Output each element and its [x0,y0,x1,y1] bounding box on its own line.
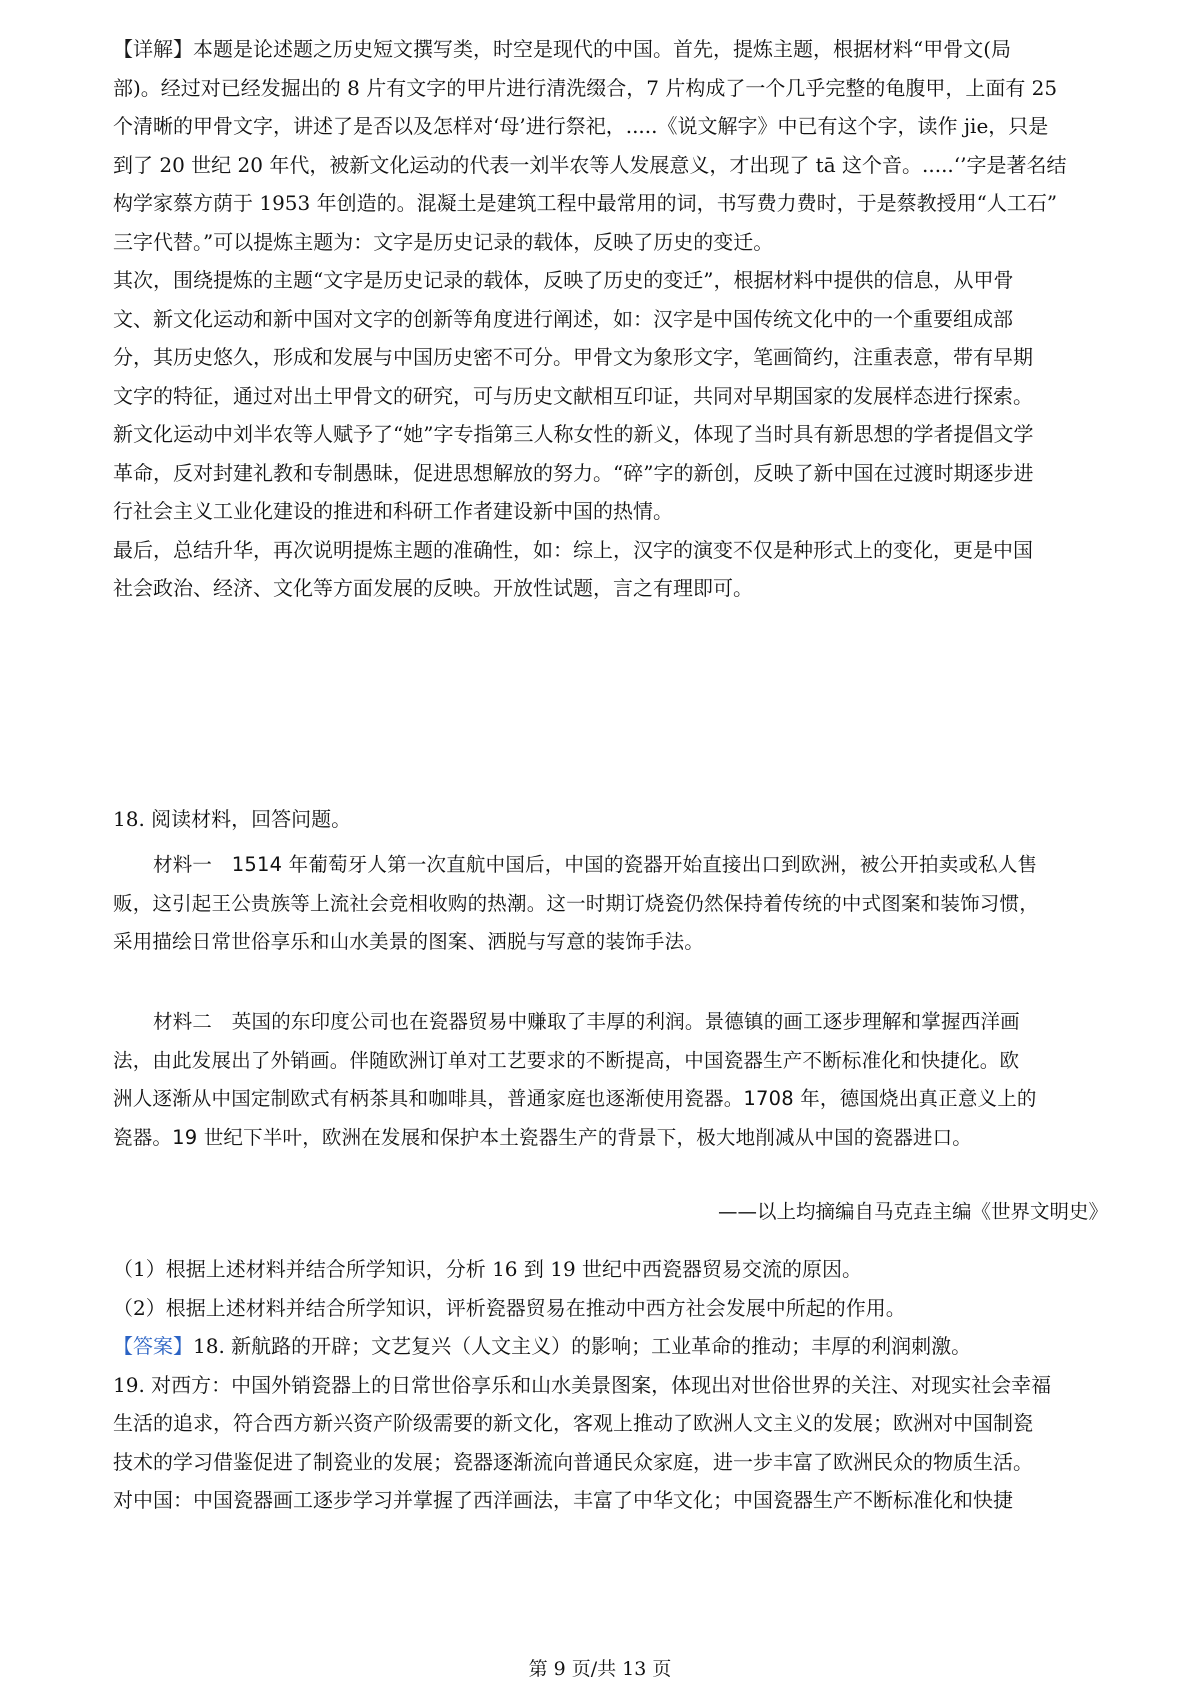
detail-line-2: 部)。经过对已经发掘出的 8 片有文字的甲片进行清洗缀合，7 片构成了一个几乎完整的龟腹甲，上面有 25 [113,75,1058,100]
detail-line-1: 【详解】本题是论述题之历史短文撰写类，时空是现代的中国。首先，提炼主题，根据材料“甲骨文(局 [113,37,1012,61]
material-two-line-2: 法，由此发展出了外销画。伴随欧洲订单对工艺要求的不断提高，中国瓷器生产不断标准化和快捷化。欧 [113,1048,1020,1072]
detail-line-15: 社会政治、经济、文化等方面发展的反映。开放性试题，言之有理即可。 [113,576,753,600]
answer-19-line-4: 对中国：中国瓷器画工逐步学习并掌握了西洋画法，丰富了中华文化；中国瓷器生产不断标准化和快捷 [113,1488,1013,1512]
detail-section [113,30,1088,608]
question-18-subquestions [113,1250,1088,1520]
detail-line-4: 到了 20 世纪 20 年代，被新文化运动的代表一刘半农等人发展意义，才出现了 tā 这个音。.....‘’字是著名结 [113,152,1067,177]
answer-18: 【答案】18. 新航路的开辟；文艺复兴（人文主义）的影响；工业革命的推动；丰厚的利润刺激。 [113,1334,972,1358]
answer-19-line-3: 技术的学习借鉴促进了制瓷业的发展；瓷器逐渐流向普通民众家庭，进一步丰富了欧洲民众的物质生活。 [113,1449,1033,1474]
detail-line-11: 新文化运动中刘半农等人赋予了“她”字专指第三人称女性的新义，体现了当时具有新思想的学者提倡文学 [113,422,1034,446]
answer-19-line-2: 生活的追求，符合西方新兴资产阶级需要的新文化，客观上推动了欧洲人文主义的发展；欧洲对中国制瓷 [113,1411,1033,1435]
detail-line-10: 文字的特征，通过对出土甲骨文的研究，可与历史文献相互印证，共同对早期国家的发展样态进行探索。 [113,383,1033,408]
detail-line-9: 分，其历史悠久，形成和发展与中国历史密不可分。甲骨文为象形文字，笔画简约，注重表意，带有早期 [113,345,1033,369]
detail-line-14: 最后，总结升华，再次说明提炼主题的准确性，如：综上，汉字的演变不仅是种形式上的变化，更是中国 [113,537,1033,562]
detail-line-6: 三字代替。”可以提炼主题为：文字是历史记录的载体，反映了历史的变迁。 [113,229,774,254]
detail-tag: 【详解】 [113,37,193,61]
detail-line-8: 文、新文化运动和新中国对文字的创新等角度进行阐述，如：汉字是中国传统文化中的一个重要组成部 [113,306,1013,331]
detail-line-13: 行社会主义工业化建设的推进和科研工作者建设新中国的热情。 [113,499,673,523]
detail-line-5: 构学家蔡方荫于 1953 年创造的。混凝土是建筑工程中最常用的词，书写费力费时，于是蔡教授用“人工石” [113,191,1058,215]
material-two-line-3: 洲人逐渐从中国定制欧式有柄茶具和咖啡具，普通家庭也逐渐使用瓷器。1708 年，德国烧出真正意义上的 [113,1087,1037,1110]
material-two-line-4: 瓷器。19 世纪下半叶，欧洲在发展和保护本土瓷器生产的背景下，极大地削减从中国的瓷器进口。 [113,1125,973,1149]
detail-line-7: 其次，围绕提炼的主题“文字是历史记录的载体，反映了历史的变迁”，根据材料中提供的信息，从甲骨 [113,268,1014,292]
detail-line-3: 个清晰的甲骨文字，讲述了是否以及怎样对‘母’进行祭祀，.....《说文解字》中已有这个字，读作 jie，只是 [113,114,1049,138]
material-two [113,1003,1098,1157]
sub-question-1: （1）根据上述材料并结合所学知识，分析 16 到 19 世纪中西瓷器贸易交流的原因。 [113,1257,863,1281]
material-one [113,846,1098,962]
detail-line-12: 革命，反对封建礼教和专制愚昧，促进思想解放的努力。“碎”字的新创，反映了新中国在过渡时期逐步进 [113,460,1034,485]
question-18-stem: 18. 阅读材料，回答问题。 [113,807,352,831]
answer-19-line-1: 19. 对西方：中国外销瓷器上的日常世俗享乐和山水美景图案，体现出对世俗世界的关注、对现实社会幸福 [113,1372,1052,1397]
material-one-line-2: 贩，这引起王公贵族等上流社会竞相收购的热潮。这一时期订烧瓷仍然保持着传统的中式图案和装饰习惯， [113,891,1039,915]
answer-tag: 【答案】 [113,1334,193,1358]
material-source: ——以上均摘编自马克垚主编《世界文明史》 [717,1200,1108,1223]
material-one-line-1: 材料一 1514 年葡萄牙人第一次直航中国后，中国的瓷器开始直接出口到欧洲，被公开拍卖或私人售 [153,853,1038,876]
page-number: 第 9 页/共 13 页 [528,1658,672,1680]
material-one-line-3: 采用描绘日常世俗享乐和山水美景的图案、洒脱与写意的装饰手法。 [113,930,705,953]
sub-question-2: （2）根据上述材料并结合所学知识，评析瓷器贸易在推动中西方社会发展中所起的作用。 [113,1295,906,1320]
material-two-line-1: 材料二 英国的东印度公司也在瓷器贸易中赚取了丰厚的利润。景德镇的画工逐步理解和掌握西洋画 [153,1010,1020,1033]
